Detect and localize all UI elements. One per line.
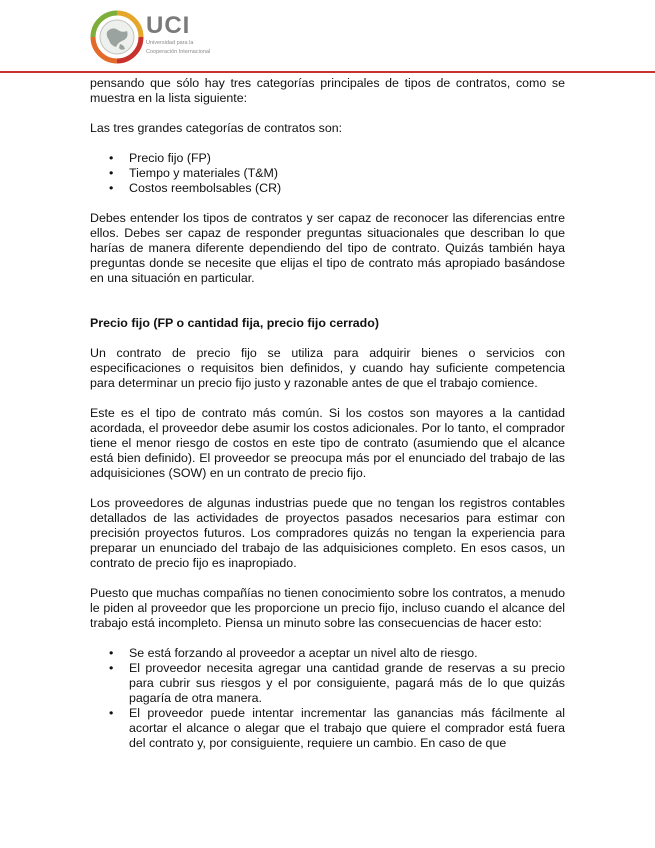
document-body [90, 76, 565, 751]
consequences-list [90, 646, 565, 751]
logo-wordmark: UCI [146, 12, 191, 39]
list-item: • El proveedor necesita agregar una cantidad grande de reservas a su precio para cubrir sus riesgos y el por consiguiente, pagará más de lo que quizás pagaría de otra manera. [109, 661, 565, 705]
list-item: • Precio fijo (FP) [109, 151, 211, 165]
logo-subtitle-line1: Universidad para la [146, 40, 194, 46]
globe-logo-icon [90, 10, 144, 64]
list-item: • Costos reembolsables (CR) [109, 181, 282, 195]
paragraph-fp-common: Este es el tipo de contrato más común. Si los costos son mayores a la cantidad acordada, el proveedor debe asumir los costos adicionales. Por lo tanto, el comprador tiene el menor riesgo de costos en este tipo de contrato (asumiendo que el alcance está bien definido). El proveedor se preocupa más por el enunciado del trabajo de las adquisiciones (SOW) en un contrato de precio fijo. [90, 406, 565, 480]
section-heading: Precio fijo (FP o cantidad fija, precio fijo cerrado) [90, 316, 379, 330]
logo-subtitle-line2: Cooperación Internacional [146, 48, 211, 55]
list-item: • El proveedor puede intentar incrementar las ganancias más fácilmente al acortar el alcance o alegar que el trabajo que quiere el comprador está fuera del contrato y, por consiguiente, requiere un cambio. En caso de que [109, 706, 565, 750]
header-divider [0, 71, 655, 73]
paragraph-fp-inappropriate: Los proveedores de algunas industrias puede que no tengan los registros contables detallados de las actividades de proyectos pasados necesarios para estimar con precisión proyectos futuros. Los compradores quizás no tengan la experiencia para preparar un enunciado del trabajo de las adquisiciones completo. En esos casos, un contrato de precio fijo es inapropiado. [90, 496, 565, 570]
paragraph-categories-lead: Las tres grandes categorías de contratos son: [90, 121, 343, 135]
paragraph-companies: Puesto que muchas compañías no tienen conocimiento sobre los contratos, a menudo le piden al proveedor que les proporcione un precio fijo, incluso cuando el alcance del trabajo está incompleto. Piensa un minuto sobre las consecuencias de hacer esto: [90, 586, 565, 630]
list-item: • Se está forzando al proveedor a aceptar un nivel alto de riesgo. [109, 646, 478, 660]
paragraph-understand-types: Debes entender los tipos de contratos y ser capaz de reconocer las diferencias entre ellos. Debes ser capaz de responder preguntas situacionales que describan lo que harías de manera diferente dependiendo del tipo de contrato. Quizás también haya preguntas donde se necesite que elijas el tipo de contrato más apropiado basándose en una situación en particular. [90, 211, 565, 285]
page-header [0, 0, 655, 72]
list-item: • Tiempo y materiales (T&M) [109, 166, 278, 180]
uci-logo [90, 10, 230, 66]
paragraph-fp-definition: Un contrato de precio fijo se utiliza para adquirir bienes o servicios con especificaciones o requisitos bien definidos, y cuando hay suficiente competencia para determinar un precio fijo justo y razonable antes de que el trabajo comience. [90, 346, 565, 390]
paragraph-intro: pensando que sólo hay tres categorías principales de tipos de contratos, como se muestra en la lista siguiente: [90, 76, 565, 105]
categories-list [90, 151, 565, 196]
